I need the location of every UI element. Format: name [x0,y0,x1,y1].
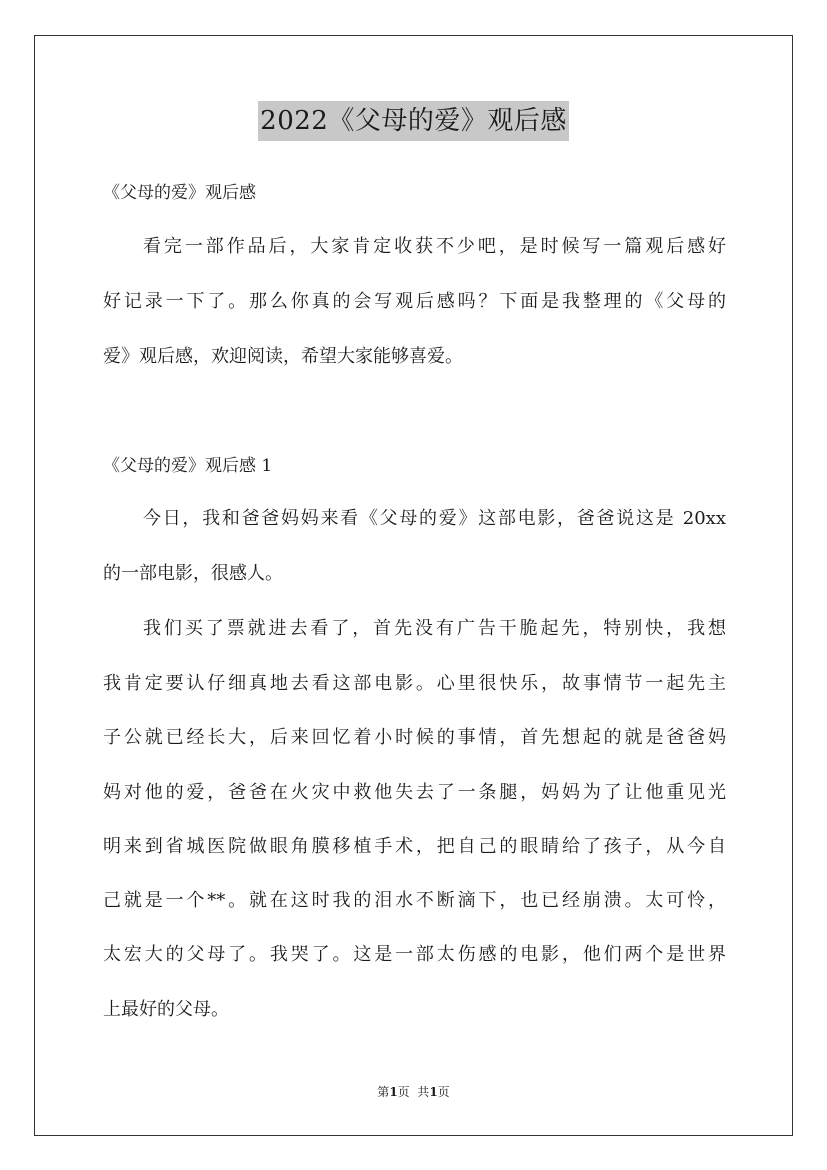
paragraph-line: 明来到省城医院做眼角膜移植手术，把自己的眼睛给了孩子，从今自 [103,836,726,857]
page-footer [0,1083,827,1100]
page-number: 1 [389,1085,398,1099]
footer-prefix: 第 [377,1085,390,1099]
page-total: 1 [429,1085,438,1099]
subtitle: 《父母的爱》观后感 [103,183,256,203]
intro-line: 好记录一下了。那么你真的会写观后感吗？下面是我整理的《父母的 [103,291,726,312]
paragraph-line: 己就是一个**。就在这时我的泪水不断滴下，也已经崩溃。太可怜， [103,890,726,911]
paragraph-line: 今日，我和爸爸妈妈来看《父母的爱》这部电影，爸爸说这是 20xx [143,508,726,529]
paragraph-line: 的一部电影，很感人。 [103,563,283,584]
paragraph-line: 太宏大的父母了。我哭了。这是一部太伤感的电影，他们两个是世界 [103,944,726,965]
paragraph-line: 我们买了票就进去看了，首先没有广告干脆起先，特别快，我想 [143,618,726,639]
footer-mid: 页 共 [397,1085,430,1099]
paragraph-line: 上最好的父母。 [103,999,229,1020]
paragraph-line: 我肯定要认仔细真地去看这部电影。心里很快乐，故事情节一起先主 [103,673,726,694]
paragraph-line: 妈对他的爱，爸爸在火灾中救他失去了一条腿，妈妈为了让他重见光 [103,782,726,803]
intro-line: 看完一部作品后，大家肯定收获不少吧，是时候写一篇观后感好 [143,236,726,257]
intro-line: 爱》观后感，欢迎阅读，希望大家能够喜爱。 [103,346,463,367]
footer-suffix: 页 [437,1085,450,1099]
document-title: 2022《父母的爱》观后感 [258,101,569,141]
section-heading: 《父母的爱》观后感 1 [103,456,273,476]
paragraph-line: 子公就已经长大，后来回忆着小时候的事情，首先想起的就是爸爸妈 [103,727,726,748]
